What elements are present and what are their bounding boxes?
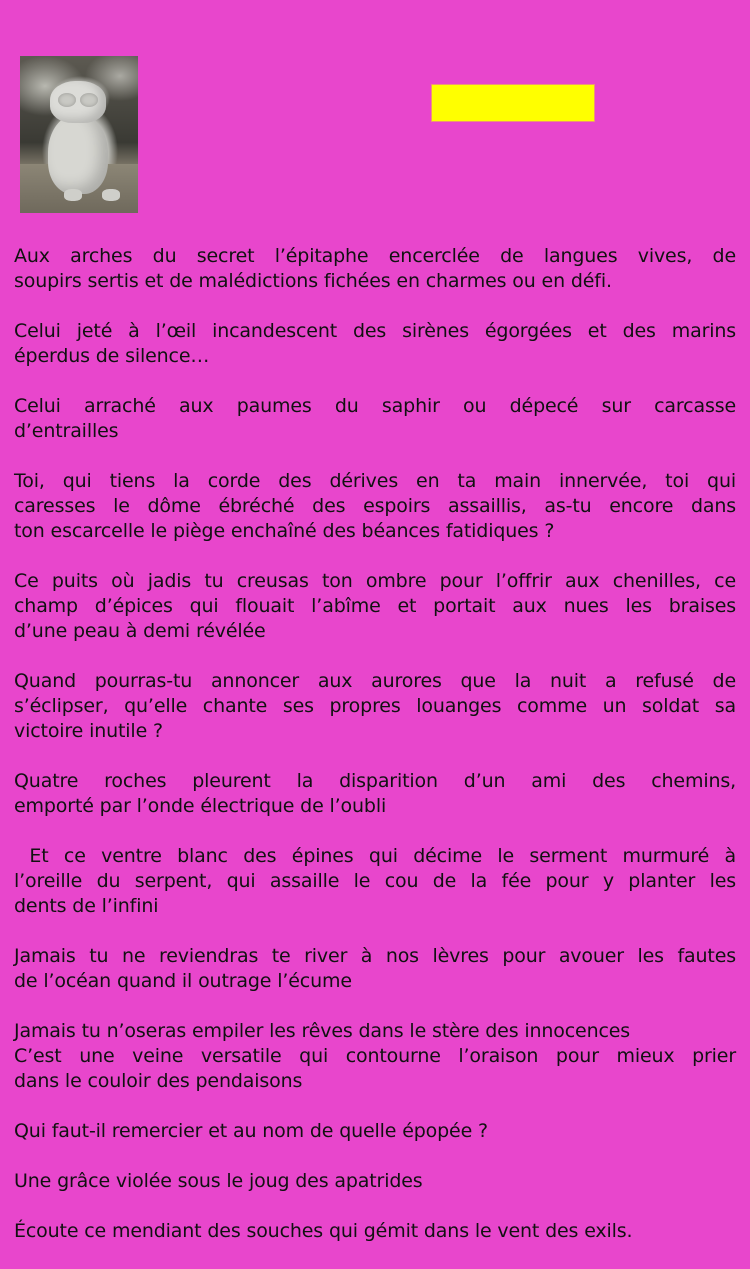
- poem-body: [14, 244, 736, 1269]
- poem-paragraph: [14, 844, 736, 919]
- poem-line: soupirs sertis et de malédictions fichées en charmes ou en défi.: [14, 270, 612, 292]
- poem-paragraph: [14, 1219, 736, 1244]
- poem-paragraph: [14, 469, 736, 544]
- poem-paragraph: [14, 319, 736, 369]
- poem-line: emporté par l’onde électrique de l’oubli: [14, 795, 387, 817]
- poem-line: Celui jeté à l’œil incandescent des sirènes égorgées et des marins: [14, 320, 736, 342]
- poem-line: Écoute ce mendiant des souches qui gémit dans le vent des exils.: [14, 1220, 633, 1242]
- poem-paragraph: [14, 669, 736, 744]
- poem-line: Jamais tu n’oseras empiler les rêves dans le stère des innocences: [14, 1020, 631, 1042]
- poem-paragraph: [14, 394, 736, 444]
- poem-paragraph: [14, 769, 736, 819]
- yellow-highlight-box: [432, 85, 594, 121]
- poem-line: champ d’épices qui flouait l’abîme et portait aux nues les braises: [14, 595, 736, 617]
- poem-paragraph: [14, 1169, 736, 1194]
- poem-paragraph: [14, 944, 736, 994]
- poem-paragraph: [14, 244, 736, 294]
- poem-line: l’oreille du serpent, qui assaille le cou de la fée pour y planter les: [14, 870, 736, 892]
- poem-paragraph: [14, 1019, 736, 1094]
- poem-line: Et ce ventre blanc des épines qui décime le serment murmuré à: [14, 845, 736, 867]
- poem-line: éperdus de silence…: [14, 345, 210, 367]
- poem-line: caresses le dôme ébréché des espoirs assaillis, as-tu encore dans: [14, 495, 736, 517]
- poem-line: Ce puits où jadis tu creusas ton ombre pour l’offrir aux chenilles, ce: [14, 570, 736, 592]
- owl-body: [48, 114, 108, 194]
- poem-line: d’une peau à demi révélée: [14, 620, 266, 642]
- poem-line: Aux arches du secret l’épitaphe encerclée de langues vives, de: [14, 245, 736, 267]
- poem-line: Une grâce violée sous le joug des apatrides: [14, 1170, 423, 1192]
- owl-foot-left: [64, 189, 82, 201]
- poem-line: Celui arraché aux paumes du saphir ou dépecé sur carcasse: [14, 395, 736, 417]
- owl-statue-photo: [20, 56, 138, 213]
- owl-head: [50, 81, 106, 123]
- poem-line: victoire inutile ?: [14, 720, 163, 742]
- poem-line: dans le couloir des pendaisons: [14, 1070, 303, 1092]
- poem-paragraph: [14, 569, 736, 644]
- poem-line: Jamais tu ne reviendras te river à nos lèvres pour avouer les fautes: [14, 945, 736, 967]
- poem-line: Quand pourras-tu annoncer aux aurores que la nuit a refusé de: [14, 670, 736, 692]
- owl-foot-right: [102, 189, 120, 201]
- poem-line: C’est une veine versatile qui contourne l’oraison pour mieux prier: [14, 1045, 736, 1067]
- owl-eye-left: [58, 93, 76, 107]
- poem-paragraph: [14, 1119, 736, 1144]
- poem-line: dents de l’infini: [14, 895, 159, 917]
- page-header: [0, 0, 750, 240]
- poem-line: Qui faut-il remercier et au nom de quelle épopée ?: [14, 1120, 488, 1142]
- poem-line: s’éclipser, qu’elle chante ses propres louanges comme un soldat sa: [14, 695, 736, 717]
- poem-line: de l’océan quand il outrage l’écume: [14, 970, 352, 992]
- poem-line: Toi, qui tiens la corde des dérives en ta main innervée, toi qui: [14, 470, 736, 492]
- poem-line: Quatre roches pleurent la disparition d’un ami des chemins,: [14, 770, 736, 792]
- poem-line: ton escarcelle le piège enchaîné des béances fatidiques ?: [14, 520, 555, 542]
- owl-eye-right: [80, 93, 98, 107]
- poem-line: d’entrailles: [14, 420, 119, 442]
